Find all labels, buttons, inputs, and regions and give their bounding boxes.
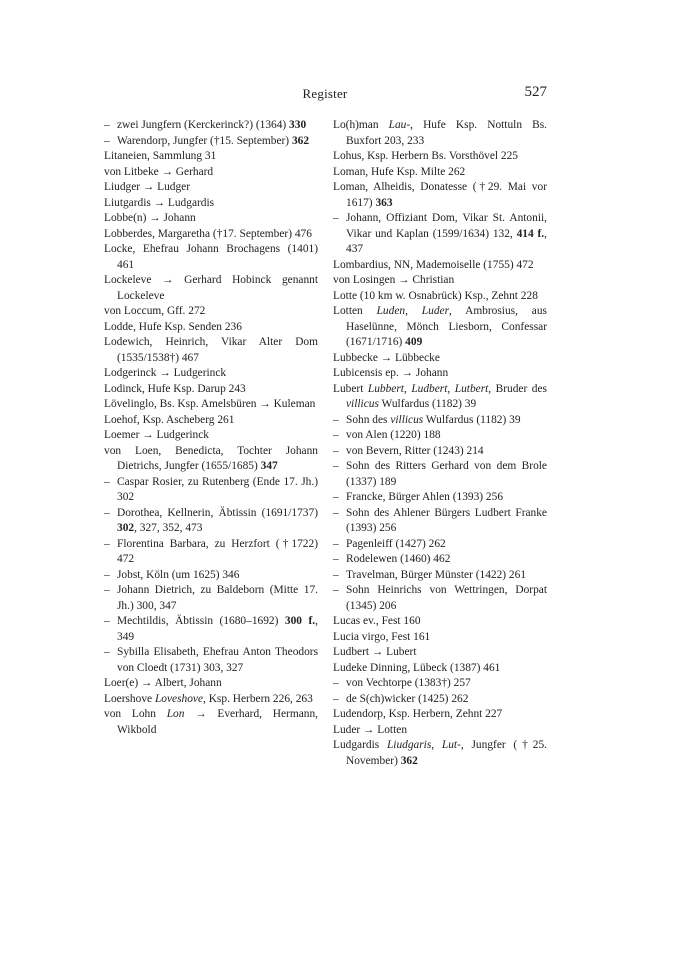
- entry-text: → Everhard, Hermann, Wikbold: [117, 708, 318, 736]
- variant-spelling: Lau-: [388, 119, 411, 131]
- entry-text: , Jungfer (†25. November): [346, 739, 547, 767]
- sub-entry-dash: –: [333, 692, 339, 705]
- entry-text: Jobst, Köln (um 1625) 346: [117, 568, 240, 581]
- entry-text: Lucas ev., Fest 160: [333, 615, 421, 627]
- variant-spelling: Lon: [166, 708, 185, 720]
- index-column-right: [333, 118, 547, 769]
- sub-entry-dash: –: [333, 537, 339, 550]
- index-entry: [333, 351, 547, 367]
- index-entry: [104, 444, 318, 475]
- index-entry: [104, 366, 318, 382]
- index-entry: [333, 118, 547, 149]
- entry-text: Loer(e) → Albert, Johann: [104, 677, 222, 689]
- index-entry: [333, 630, 547, 646]
- entry-text: von Vechtorpe (1383†) 257: [346, 677, 471, 689]
- entry-text: Loman, Alheidis, Donatesse (†29. Mai vor 1617): [333, 181, 547, 209]
- entry-text: Loehof, Ksp. Ascheberg 261: [104, 413, 235, 426]
- sub-entry-dash: –: [104, 615, 110, 627]
- sub-entry-dash: –: [333, 553, 339, 565]
- page-number: 527: [524, 84, 547, 100]
- index-entry: [104, 227, 318, 243]
- index-entry: [333, 180, 547, 211]
- sub-entry-dash: –: [333, 491, 339, 503]
- entry-text: Lo(h)man: [333, 119, 389, 131]
- index-entry: [104, 707, 318, 738]
- entry-text: ,: [405, 305, 422, 317]
- index-entry: [104, 196, 318, 212]
- entry-text: Lodewich, Heinrich, Vikar Alter Dom (1535/1538†) 467: [104, 336, 318, 364]
- entry-text: Liudger → Ludger: [104, 181, 191, 193]
- entry-text: Lucia virgo, Fest 161: [333, 630, 431, 643]
- index-entry: [333, 211, 547, 258]
- sub-entry-dash: –: [333, 444, 339, 457]
- entry-text: von Lohn: [104, 708, 167, 720]
- index-entry: [104, 118, 318, 134]
- index-entry: [333, 723, 547, 739]
- index-entry: [333, 428, 547, 444]
- index-entry: [333, 568, 547, 584]
- index-entry: [104, 614, 318, 645]
- index-entry: [104, 134, 318, 150]
- index-column-left: [104, 118, 318, 738]
- index-entry: [333, 645, 547, 661]
- index-entry: [333, 366, 547, 382]
- index-entry: [104, 242, 318, 273]
- entry-text: Mechtildis, Äbtissin (1680–1692): [117, 615, 285, 627]
- entry-text: Wulfardus (1182) 39: [423, 413, 521, 426]
- variant-spelling: Ludbert: [411, 382, 448, 395]
- index-entry: [104, 273, 318, 304]
- entry-text: , 437: [346, 227, 548, 255]
- entry-text: Lobberdes, Margaretha (†17. September) 476: [104, 227, 312, 240]
- variant-spelling: Lubbert: [367, 382, 404, 395]
- index-entry: [333, 304, 547, 351]
- entry-text: von Losingen → Christian: [333, 274, 455, 286]
- entry-text: , 327, 352, 473: [134, 522, 203, 534]
- entry-text: Loemer → Ludgerinck: [104, 429, 210, 441]
- index-entry: [333, 165, 547, 181]
- sub-entry-dash: –: [104, 506, 110, 519]
- entry-text: , Ksp. Herbern 226, 263: [203, 692, 313, 705]
- page-reference-bold: 362: [400, 754, 418, 767]
- sub-entry-dash: –: [104, 646, 110, 658]
- index-entry: [104, 583, 318, 614]
- page-reference-bold: 330: [289, 119, 307, 131]
- entry-text: Lombardius, NN, Mademoiselle (1755) 472: [333, 258, 534, 271]
- entry-text: Lotten: [333, 305, 377, 317]
- entry-text: Rodelewen (1460) 462: [346, 553, 451, 565]
- entry-text: Travelman, Bürger Münster (1422) 261: [346, 568, 527, 581]
- entry-text: ,: [447, 382, 455, 395]
- entry-text: Caspar Rosier, zu Rutenberg (Ende 17. Jh.) 302: [117, 475, 318, 503]
- index-entry: [333, 537, 547, 553]
- entry-text: Sohn des: [346, 413, 391, 426]
- index-entry: [333, 459, 547, 490]
- entry-text: von Litbeke → Gerhard: [104, 165, 214, 178]
- sub-entry-dash: –: [333, 460, 339, 472]
- entry-text: Ludeke Dinning, Lübeck (1387) 461: [333, 661, 501, 674]
- variant-spelling: Luden: [376, 305, 406, 317]
- page-reference-bold: 414 f.: [516, 227, 545, 240]
- entry-text: Lövelinglo, Bs. Ksp. Amelsbüren → Kuleman: [104, 398, 316, 410]
- entry-text: Liutgardis → Ludgardis: [104, 196, 215, 209]
- sub-entry-dash: –: [333, 212, 339, 224]
- variant-spelling: Lutbert: [454, 382, 489, 395]
- entry-text: Loershove: [104, 692, 155, 705]
- sub-entry-dash: –: [104, 584, 110, 596]
- entry-text: Sohn des Ritters Gerhard von dem Brole (1337) 189: [346, 460, 547, 488]
- index-entry: [333, 258, 547, 274]
- entry-text: Lubert: [333, 382, 368, 395]
- entry-text: Pagenleiff (1427) 262: [346, 537, 446, 550]
- entry-text: Lodinck, Hufe Ksp. Darup 243: [104, 382, 246, 395]
- sub-entry-dash: –: [333, 584, 339, 596]
- index-entry: [333, 676, 547, 692]
- index-entry: [104, 676, 318, 692]
- entry-text: Litaneien, Sammlung 31: [104, 150, 217, 162]
- entry-text: Ludbert → Lubert: [333, 646, 417, 658]
- index-entry: [333, 552, 547, 568]
- sub-entry-dash: –: [104, 568, 110, 581]
- index-entry: [333, 444, 547, 460]
- entry-text: zwei Jungfern (Kerckerinck?) (1364): [117, 119, 290, 131]
- page-reference-bold: 362: [291, 134, 310, 147]
- page-reference-bold: 300 f.: [284, 615, 316, 627]
- index-entry: [333, 661, 547, 677]
- entry-text: , 349: [117, 615, 318, 643]
- entry-text: Sohn des Ahlener Bürgers Ludbert Franke (1393) 256: [346, 506, 547, 534]
- index-entry: [333, 692, 547, 708]
- sub-entry-dash: –: [333, 413, 339, 426]
- entry-text: Florentina Barbara, zu Herzfort (†1722) 472: [117, 537, 318, 565]
- entry-text: Loman, Hufe Ksp. Milte 262: [333, 165, 466, 178]
- index-entry: [333, 273, 547, 289]
- entry-text: Lotte (10 km w. Osnabrück) Ksp., Zehnt 228: [333, 289, 538, 302]
- running-header: Register: [302, 86, 348, 101]
- entry-text: von Alen (1220) 188: [346, 429, 441, 441]
- index-entry: [333, 413, 547, 429]
- index-entry: [104, 335, 318, 366]
- variant-spelling: villicus: [390, 413, 424, 426]
- index-entry: [104, 428, 318, 444]
- index-entry: [104, 475, 318, 506]
- sub-entry-dash: –: [333, 506, 339, 519]
- sub-entry-dash: –: [104, 537, 110, 550]
- entry-text: , Bruder des: [488, 382, 547, 395]
- sub-entry-dash: –: [104, 119, 110, 131]
- index-entry: [104, 568, 318, 584]
- entry-text: , Ambrosius, aus Haselünne, Mönch Liesborn, Confessar (1671/1716): [346, 305, 547, 348]
- index-entry: [104, 211, 318, 227]
- entry-text: de S(ch)wicker (1425) 262: [346, 692, 469, 705]
- entry-text: , Hufe Ksp. Nottuln Bs. Buxfort 203, 233: [346, 119, 547, 147]
- entry-text: Lodde, Hufe Ksp. Senden 236: [104, 320, 242, 333]
- entry-text: Lobbe(n) → Johann: [104, 212, 196, 224]
- index-entry: [333, 738, 547, 769]
- index-entry: [104, 413, 318, 429]
- entry-text: Francke, Bürger Ahlen (1393) 256: [346, 491, 504, 503]
- index-entry: [104, 180, 318, 196]
- entry-text: Lockeleve → Gerhard Hobinck genannt Lockeleve: [104, 274, 318, 302]
- entry-text: Wulfardus (1182) 39: [378, 398, 477, 410]
- entry-text: Lohus, Ksp. Herbern Bs. Vorsthövel 225: [333, 150, 518, 162]
- entry-text: Johann Dietrich, zu Baldeborn (Mitte 17. Jh.) 300, 347: [117, 584, 318, 612]
- index-entry: [104, 165, 318, 181]
- entry-text: von Bevern, Ritter (1243) 214: [346, 444, 484, 457]
- page-reference-bold: 363: [375, 196, 393, 209]
- page-reference-bold: 409: [405, 336, 423, 348]
- entry-text: Luder → Lotten: [333, 723, 408, 736]
- index-entry: [333, 149, 547, 165]
- entry-text: Warendorp, Jungfer (†15. September): [117, 134, 292, 147]
- entry-text: ,: [431, 739, 442, 751]
- index-entry: [333, 289, 547, 305]
- sub-entry-dash: –: [333, 677, 339, 689]
- sub-entry-dash: –: [333, 568, 339, 581]
- sub-entry-dash: –: [333, 429, 339, 441]
- entry-text: von Loccum, Gff. 272: [104, 305, 206, 317]
- variant-spelling: Lut-: [441, 739, 461, 751]
- sub-entry-dash: –: [104, 134, 110, 147]
- entry-text: Locke, Ehefrau Johann Brochagens (1401) 461: [104, 243, 318, 271]
- page-reference-bold: 347: [260, 460, 278, 472]
- index-entry: [104, 397, 318, 413]
- entry-text: Sybilla Elisabeth, Ehefrau Anton Theodors von Cloedt (1731) 303, 327: [117, 646, 318, 674]
- variant-spelling: Loveshove: [154, 692, 204, 705]
- index-entry: [104, 506, 318, 537]
- index-entry: [333, 382, 547, 413]
- index-entry: [104, 320, 318, 336]
- index-entry: [104, 382, 318, 398]
- index-entry: [104, 537, 318, 568]
- index-entry: [333, 614, 547, 630]
- entry-text: Lodgerinck → Ludgerinck: [104, 367, 227, 379]
- variant-spelling: Liudgaris: [386, 739, 432, 751]
- variant-spelling: villicus: [346, 398, 379, 410]
- page-reference-bold: 302: [117, 522, 135, 534]
- entry-text: ,: [403, 382, 412, 395]
- index-entry: [104, 304, 318, 320]
- index-entry: [333, 583, 547, 614]
- entry-text: Sohn Heinrichs von Wettringen, Dorpat (1345) 206: [346, 584, 547, 612]
- index-entry: [104, 149, 318, 165]
- index-entry: [104, 645, 318, 676]
- entry-text: Johann, Offiziant Dom, Vikar St. Antonii, Vikar und Kaplan (1599/1634) 132,: [346, 212, 547, 240]
- index-entry: [333, 506, 547, 537]
- variant-spelling: Luder: [421, 305, 450, 317]
- sub-entry-dash: –: [104, 475, 110, 488]
- entry-text: Dorothea, Kellnerin, Äbtissin (1691/1737): [117, 506, 318, 519]
- entry-text: Ludendorp, Ksp. Herbern, Zehnt 227: [333, 708, 503, 720]
- entry-text: von Loen, Benedicta, Tochter Johann Dietrichs, Jungfer (1655/1685): [104, 444, 318, 472]
- entry-text: Lubbecke → Lübbecke: [333, 351, 440, 364]
- entry-text: Lubicensis ep. → Johann: [333, 367, 449, 379]
- entry-text: Ludgardis: [333, 739, 387, 751]
- index-entry: [333, 490, 547, 506]
- index-entry: [104, 692, 318, 708]
- index-entry: [333, 707, 547, 723]
